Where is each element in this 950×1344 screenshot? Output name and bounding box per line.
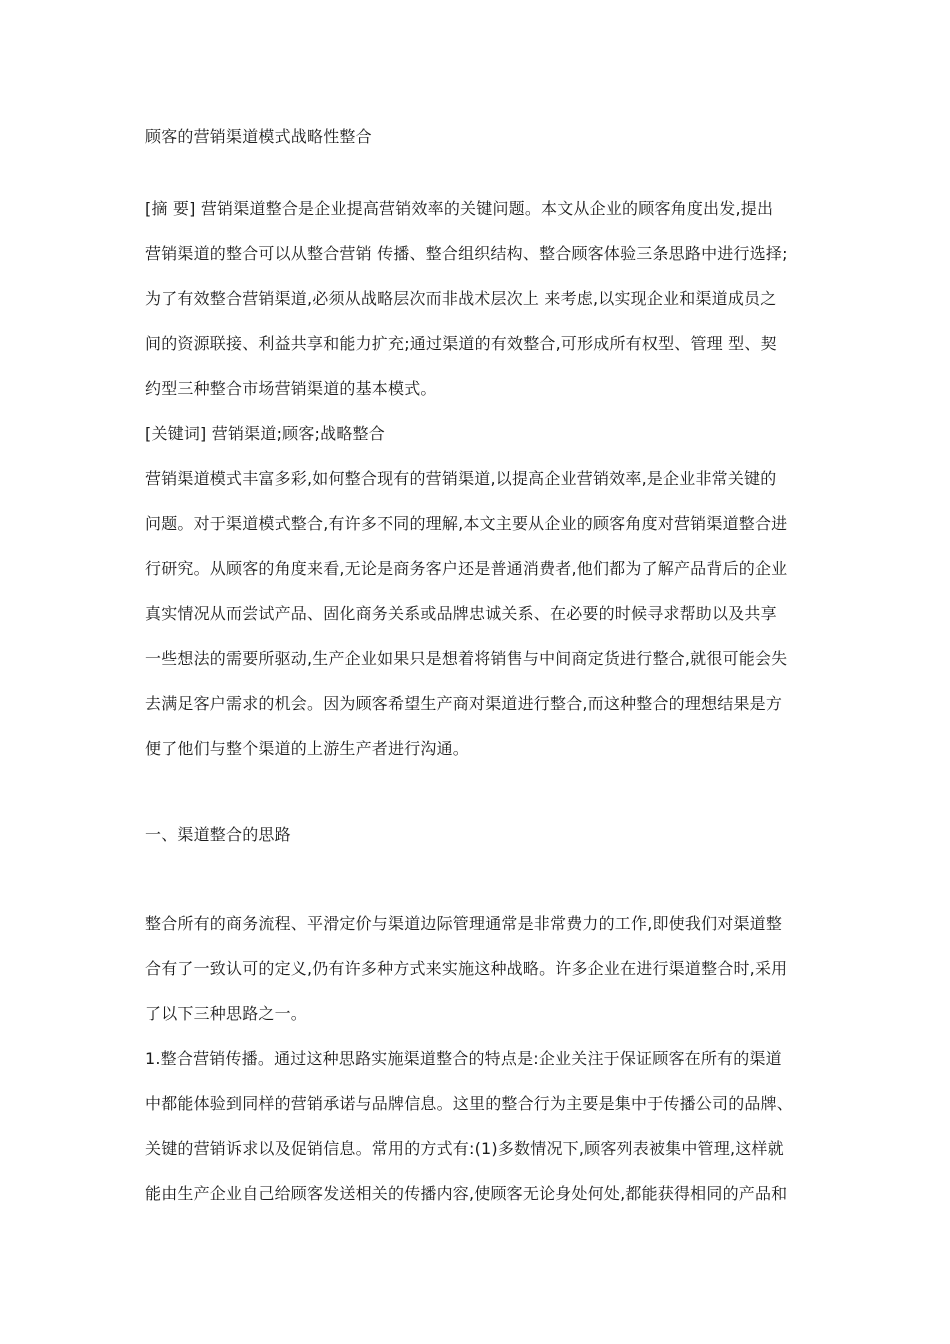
intro-line: 营销渠道模式丰富多彩,如何整合现有的营销渠道,以提高企业营销效率,是企业非常关键的: [145, 469, 777, 488]
section-body-line: 合有了一致认可的定义,仍有许多种方式来实施这种战略。许多企业在进行渠道整合时,采用: [145, 959, 788, 978]
abstract-line: 营销渠道的整合可以从整合营销 传播、整合组织结构、整合顾客体验三条思路中进行选择;: [145, 244, 788, 263]
section-body-line: 整合所有的商务流程、平滑定价与渠道边际管理通常是非常费力的工作,即使我们对渠道整: [145, 914, 783, 933]
point-one-line: 中都能体验到同样的营销承诺与品牌信息。这里的整合行为主要是集中于传播公司的品牌、: [145, 1094, 794, 1113]
abstract-line: [摘 要] 营销渠道整合是企业提高营销效率的关键问题。本文从企业的顾客角度出发,提出: [145, 199, 774, 218]
intro-line: 行研究。从顾客的角度来看,无论是商务客户还是普通消费者,他们都为了解产品背后的企业: [145, 559, 788, 578]
intro-line: 问题。对于渠道模式整合,有许多不同的理解,本文主要从企业的顾客角度对营销渠道整合进: [145, 514, 788, 533]
intro-line: 去满足客户需求的机会。因为顾客希望生产商对渠道进行整合,而这种整合的理想结果是方: [145, 694, 783, 713]
abstract-line: 为了有效整合营销渠道,必须从战略层次而非战术层次上 来考虑,以实现企业和渠道成员之: [145, 289, 777, 308]
abstract-line: 间的资源联接、利益共享和能力扩充;通过渠道的有效整合,可形成所有权型、管理 型、契: [145, 334, 777, 353]
document-title: 顾客的营销渠道模式战略性整合: [145, 127, 372, 146]
point-one-line: 1.整合营销传播。通过这种思路实施渠道整合的特点是:企业关注于保证顾客在所有的渠道: [145, 1049, 782, 1068]
intro-line: 一些想法的需要所驱动,生产企业如果只是想着将销售与中间商定货进行整合,就很可能会失: [145, 649, 788, 668]
intro-line: 真实情况从而尝试产品、固化商务关系或品牌忠诚关系、在必要的时候寻求帮助以及共享: [145, 604, 777, 623]
abstract-line: 约型三种整合市场营销渠道的基本模式。: [145, 379, 437, 398]
section-body-line: 了以下三种思路之一。: [145, 1004, 308, 1023]
section-heading: 一、渠道整合的思路: [145, 825, 291, 844]
intro-line: 便了他们与整个渠道的上游生产者进行沟通。: [145, 739, 470, 758]
point-one-line: 能由生产企业自己给顾客发送相关的传播内容,使顾客无论身处何处,都能获得相同的产品和: [145, 1184, 788, 1203]
keywords-line: [关键词] 营销渠道;顾客;战略整合: [145, 424, 385, 443]
point-one-line: 关键的营销诉求以及促销信息。常用的方式有:(1)多数情况下,顾客列表被集中管理,这样就: [145, 1139, 784, 1158]
